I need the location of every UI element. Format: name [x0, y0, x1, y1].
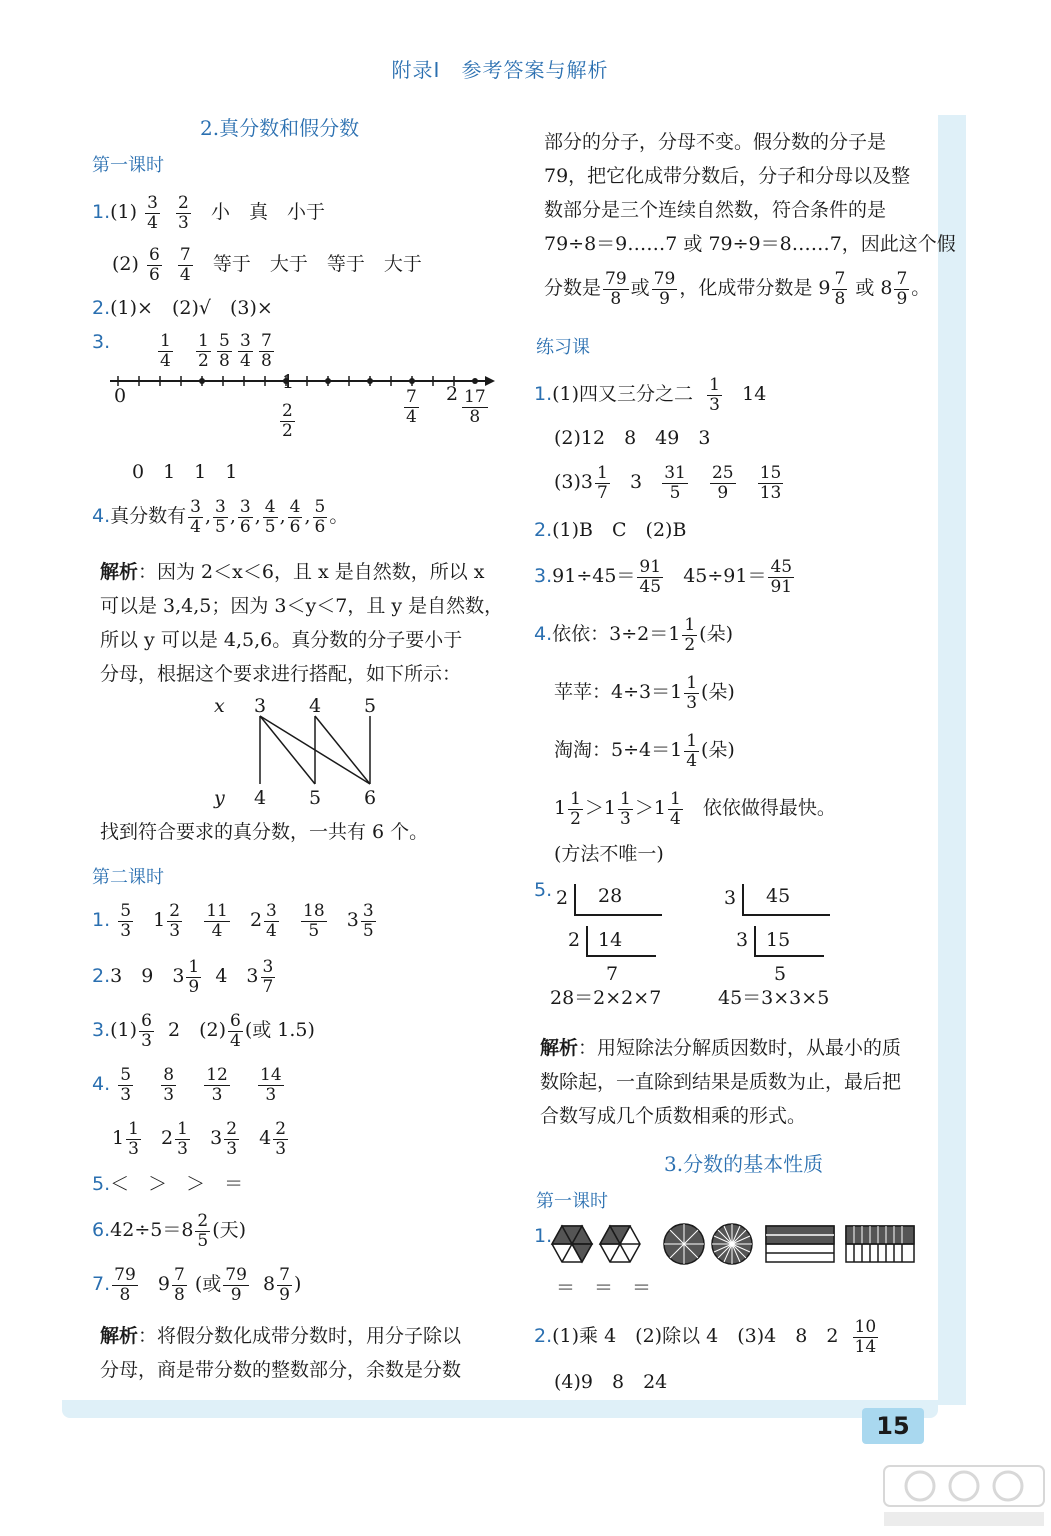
number-line-point [325, 378, 331, 384]
p5-number: 5. [534, 879, 553, 901]
right-decor-band [938, 115, 966, 1405]
l2-q1-row: 1. $\frac{5}{3}$ 1 $\frac{2}{3}$ $\frac{11}{4}$ 2 $\frac{3}{4}$ $\frac{18}{5}$ 3 $\frac{3}{5}$ [92, 900, 374, 941]
bottom-decor-band [62, 1400, 938, 1418]
pair-bottom-4: 4 [254, 787, 267, 809]
p1-row-3: (3)3 $\frac{1}{7}$ 3 $\frac{31}{5}$ $\frac{25}{9}$ $\frac{15}{13}$ [554, 462, 782, 503]
nl-frac-2-2: $\frac{2}{2}$ [282, 401, 293, 441]
div2-q: 5 [774, 963, 787, 985]
q2-row: 2.(1)× (2)√ (3)× [92, 297, 273, 319]
div1-d1: 2 [556, 887, 569, 909]
pair-bottom-5: 5 [309, 787, 322, 809]
div1-bracket-v1 [574, 884, 576, 916]
q1-row-1: 1.(1) $\frac{3}{4}$ $\frac{2}{3}$ 小 真 小于 [92, 192, 325, 233]
div2-bracket-v2 [754, 926, 756, 956]
number-line-point [472, 378, 478, 384]
fraction: $\frac{6}{6}$ [148, 244, 160, 285]
div1-q: 7 [606, 963, 619, 985]
s1-equals: ＝ ＝ ＝ [556, 1277, 652, 1299]
nl-frac-7-8: $\frac{7}{8}$ [261, 331, 272, 371]
q1-row-2: (2) $\frac{6}{6}$ $\frac{7}{4}$ 等于 大于 等于 大于 [112, 244, 422, 285]
analysis-1-line-1: 解析：因为 2＜x＜6，且 x 是自然数，所以 x [100, 561, 485, 583]
q4-row: 4.真分数有 $\frac{3}{4}$ , $\frac{3}{5}$ , $\frac{3}{6}$ , $\frac{4}{5}$ , $\frac{4}{6}$ , $\frac{5}{6}$ 。 [92, 496, 349, 537]
pair-lines [250, 712, 380, 790]
q3-number: 3. [92, 331, 111, 353]
s2-row-1: 2.(1)乘 4 (2)除以 4 (3)4 8 2 $\frac{10}{14}$ [534, 1316, 877, 1357]
l2-q4-row-2: 1 $\frac{1}{3}$ 2 $\frac{1}{3}$ 3 $\frac{2}{3}$ 4 $\frac{2}{3}$ [112, 1118, 287, 1159]
pair-top-3: 3 [254, 695, 267, 717]
analysis-1-end: 找到符合要求的真分数，一共有 6 个。 [100, 821, 429, 843]
div1-bracket-h2 [586, 955, 656, 957]
s1-number: 1. [534, 1225, 553, 1247]
analysis-2-line-1: 解析：将假分数化成带分数时，用分子除以 [100, 1325, 462, 1347]
lesson-1-heading: 第一课时 [92, 155, 164, 176]
nl-frac-1-4: $\frac{1}{4}$ [160, 331, 171, 371]
pair-bottom-6: 6 [364, 787, 377, 809]
div2-d2: 3 [736, 929, 749, 951]
nl-frac-5-8: $\frac{5}{8}$ [219, 331, 230, 371]
l2-q2-row: 2.3 9 3 $\frac{1}{9}$ 4 3 $\frac{3}{7}$ [92, 956, 274, 997]
fraction-shapes [548, 1222, 922, 1266]
div2-bracket-h2 [754, 955, 824, 957]
nl-frac-1-2: $\frac{1}{2}$ [198, 331, 209, 371]
analysis-3-line-3: 合数写成几个质数相乘的形式。 [540, 1105, 807, 1127]
p4-note: (方法不唯一) [554, 843, 664, 865]
div1-n2: 14 [598, 929, 623, 951]
number-line-point [367, 378, 373, 384]
pair-y-label: y [214, 787, 225, 809]
nl-two: 2 [446, 383, 459, 405]
div2-n1: 45 [766, 885, 791, 907]
p4-row-3: 淘淘：5÷4＝1 $\frac{1}{4}$ (朵) [554, 730, 735, 771]
analysis-1-line-2: 可以是 3,4,5；因为 3＜y＜7，且 y 是自然数， [100, 595, 504, 617]
q3-row: 0 1 1 1 [132, 461, 238, 483]
analysis-1-line-4: 分母，根据这个要求进行搭配，如下所示： [100, 663, 462, 685]
div2-bracket-v1 [742, 884, 744, 916]
analysis-3-line-2: 数除起，一直除到结果是质数为止，最后把 [540, 1071, 902, 1093]
lesson-1-heading-3: 第一课时 [536, 1191, 608, 1212]
div2-result: 45＝3×3×5 [718, 987, 830, 1009]
div1-result: 28＝2×2×7 [550, 987, 662, 1009]
analysis-3-line-1: 解析：用短除法分解质因数时，从最小的质 [540, 1037, 902, 1059]
div1-n1: 28 [598, 885, 623, 907]
div2-n2: 15 [766, 929, 791, 951]
analysis-1-line-3: 所以 y 可以是 4,5,6。真分数的分子要小于 [100, 629, 463, 651]
lesson-2-heading: 第二课时 [92, 867, 164, 888]
nl-frac-3-4: $\frac{3}{4}$ [240, 331, 251, 371]
section-title-2: 2.真分数和假分数 [200, 116, 360, 140]
fraction: $\frac{7}{4}$ [179, 244, 191, 285]
cont-line-4: 79÷8＝9……7 或 79÷9＝8……7，因此这个假 [544, 233, 956, 255]
p2-row: 2.(1)B C (2)B [534, 519, 687, 541]
p1-row-1: 1.(1)四又三分之二 $\frac{1}{3}$ 14 [534, 374, 767, 415]
p4-row-1: 4.依依：3÷2＝1 $\frac{1}{2}$ (朵) [534, 614, 733, 655]
cont-line-5: 分数是 $\frac{79}{8}$ 或 $\frac{79}{9}$ ，化成带分数是 9 $\frac{7}{8}$ 或 8 $\frac{7}{9}$ 。 [544, 268, 931, 309]
q-number: 1. [92, 201, 111, 223]
pair-top-4: 4 [309, 695, 322, 717]
div2-d1: 3 [724, 887, 737, 909]
div2-bracket-h1 [742, 914, 830, 916]
section-title-3: 3.分数的基本性质 [664, 1152, 824, 1176]
number-line-point [199, 378, 205, 384]
div1-d2: 2 [568, 929, 581, 951]
cont-line-1: 部分的分子，分母不变。假分数的分子是 [544, 131, 887, 153]
div1-bracket-h1 [574, 914, 662, 916]
pair-top-5: 5 [364, 695, 377, 717]
analysis-2-line-2: 分母，商是带分数的整数部分，余数是分数 [100, 1359, 462, 1381]
p4-compare: 1 $\frac{1}{2}$ ＞1 $\frac{1}{3}$ ＞1 $\frac{1}{4}$ 依依做得最快。 [554, 788, 836, 829]
s2-row-2: (4)9 8 24 [554, 1371, 668, 1393]
watermark-logo [880, 1460, 1050, 1530]
nl-frac-7-4: $\frac{7}{4}$ [406, 387, 417, 427]
l2-q3-row: 3.(1) $\frac{6}{3}$ 2 (2) $\frac{6}{4}$ (或 1.5) [92, 1010, 315, 1051]
nl-frac-17-8: $\frac{17}{8}$ [464, 387, 486, 427]
cont-line-2: 79，把它化成带分数后，分子和分母以及整 [544, 165, 911, 187]
fraction: $\frac{2}{3}$ [178, 192, 189, 233]
fraction: $\frac{3}{4}$ [147, 192, 158, 233]
l2-q6-row: 6.42÷5＝8 $\frac{2}{5}$ (天) [92, 1210, 247, 1251]
page-header: 附录Ⅰ 参考答案与解析 [391, 58, 609, 82]
nl-one: 1 [282, 371, 295, 393]
number-line-point [409, 378, 415, 384]
cont-line-3: 数部分是三个连续自然数，符合条件的是 [544, 199, 887, 221]
pair-x-label: x [214, 695, 225, 717]
div1-bracket-v2 [586, 926, 588, 956]
page-number: 15 [862, 1408, 924, 1444]
l2-q4-row-1: 4. $\frac{5}{3}$ $\frac{8}{3}$ $\frac{12}{3}$ $\frac{14}{3}$ [92, 1064, 282, 1105]
nl-zero: 0 [114, 385, 127, 407]
p4-row-2: 苹苹：4÷3＝1 $\frac{1}{3}$ (朵) [554, 672, 735, 713]
p1-row-2: (2)12 8 49 3 [554, 427, 711, 449]
p3-row: 3.91÷45＝ $\frac{91}{45}$ 45÷91＝ $\frac{45}{91}$ [534, 556, 793, 597]
practice-heading: 练习课 [536, 337, 590, 358]
l2-q5-row: 5.＜ ＞ ＞ ＝ [92, 1173, 244, 1195]
l2-q7-row: 7. $\frac{79}{8}$ 9 $\frac{7}{8}$ (或 $\frac{79}{9}$ 8 $\frac{7}{9}$ ) [92, 1264, 302, 1305]
